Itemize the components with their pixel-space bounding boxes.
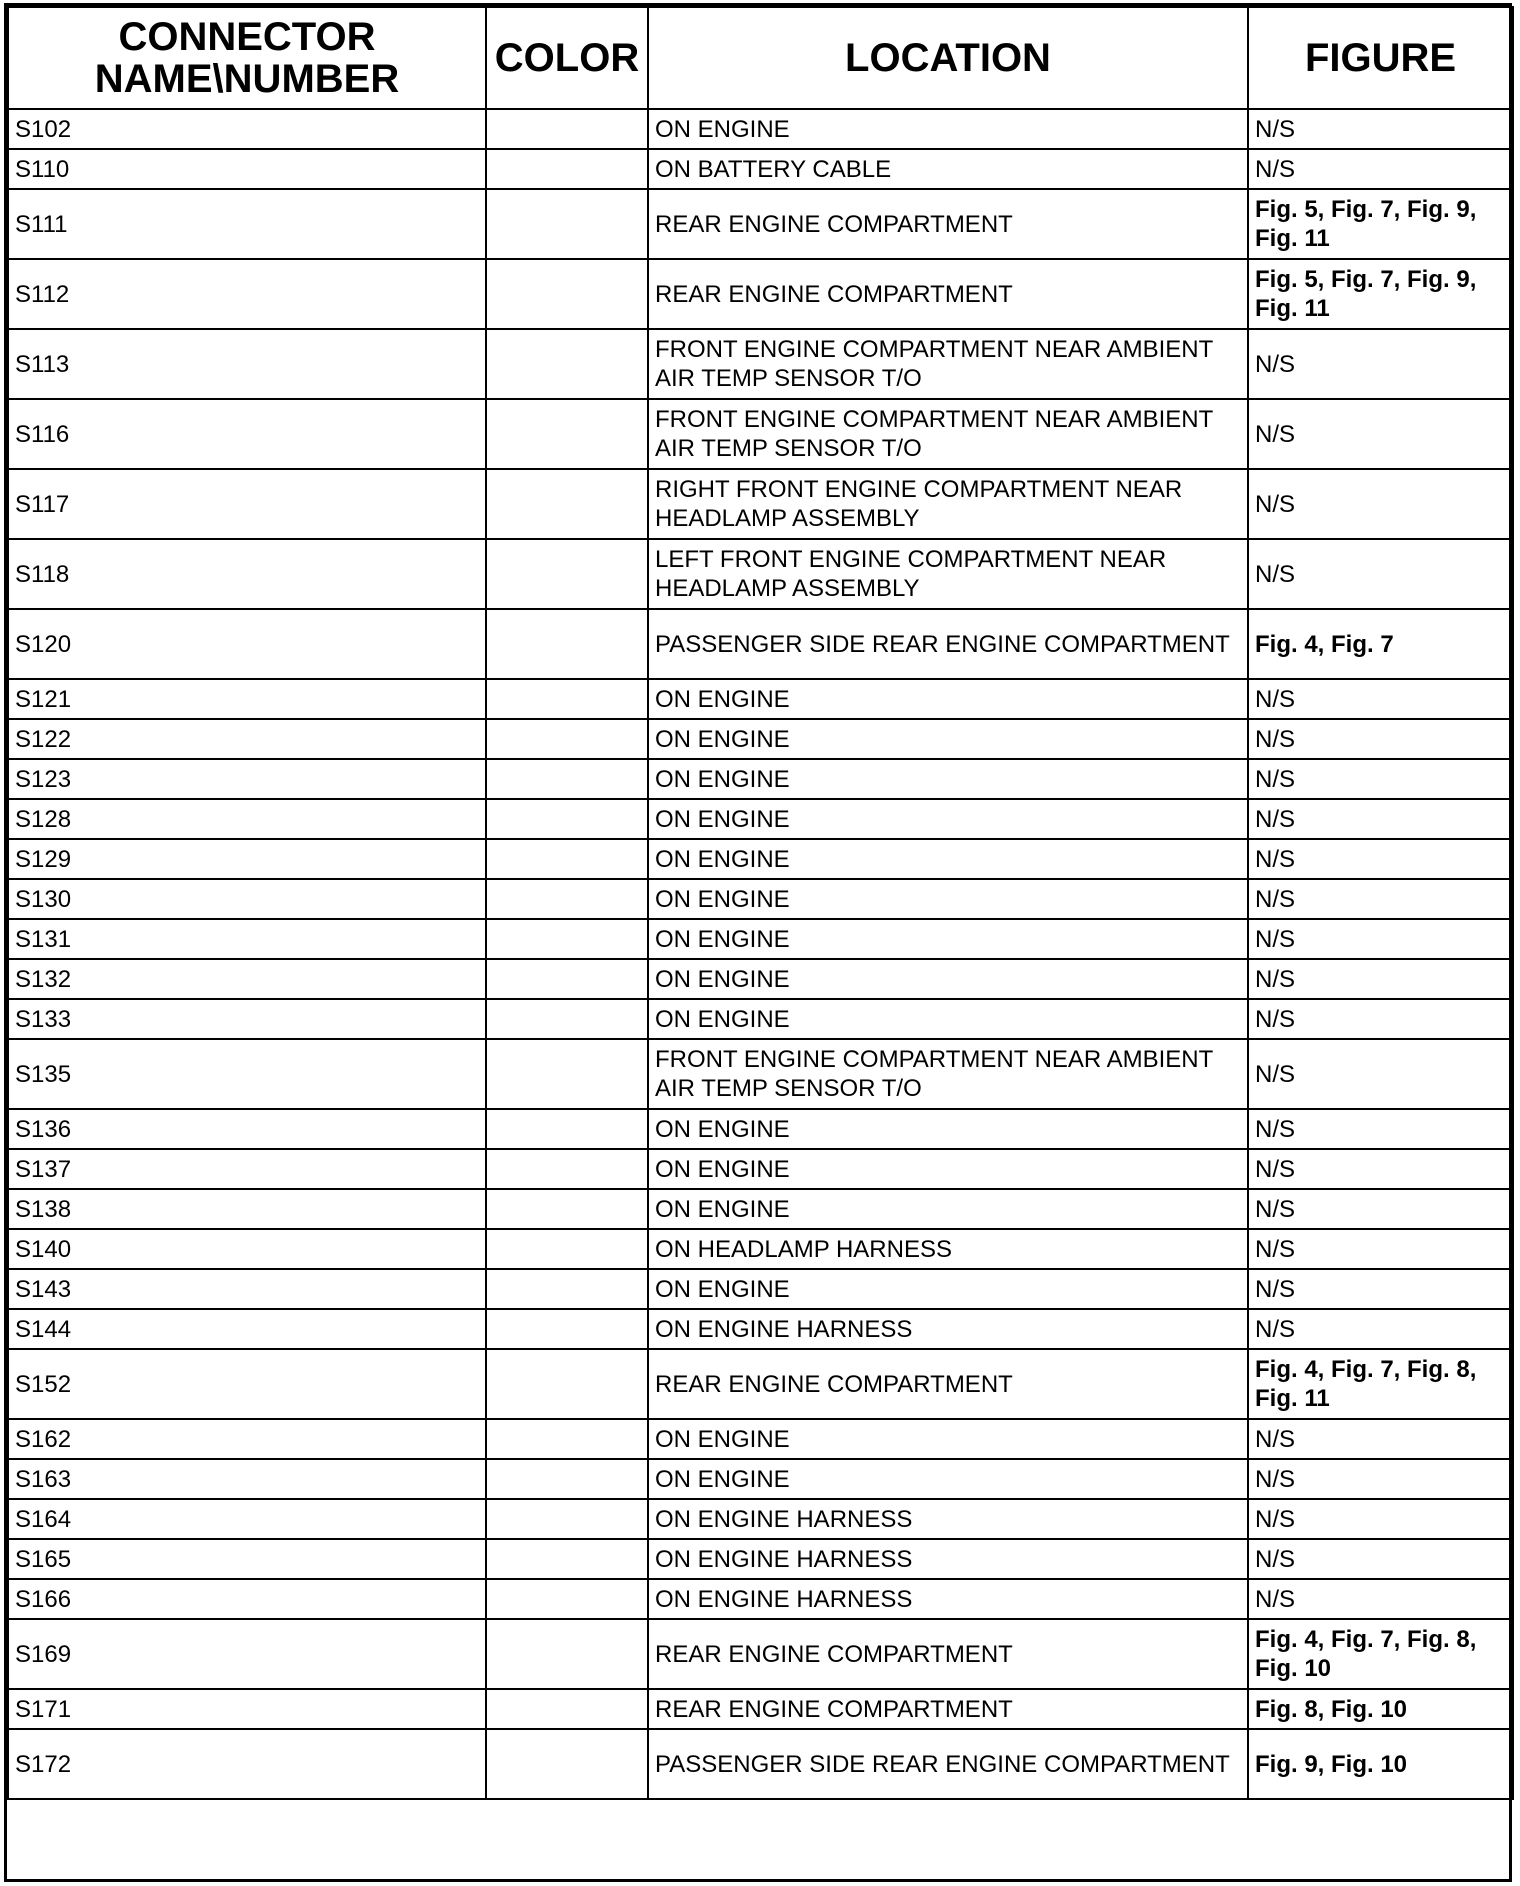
connector-name-cell: S121 [8,679,486,719]
color-cell [486,399,648,469]
table-row [8,609,1513,679]
color-cell [486,1689,648,1729]
table-row [8,1229,1513,1269]
location-cell: ON ENGINE [648,879,1248,919]
location-cell: REAR ENGINE COMPARTMENT [648,1349,1248,1419]
color-cell [486,1269,648,1309]
table-row [8,1189,1513,1229]
connector-name-cell: S123 [8,759,486,799]
table-row [8,799,1513,839]
connector-name-cell: S162 [8,1419,486,1459]
location-cell: ON ENGINE [648,919,1248,959]
table-row [8,999,1513,1039]
table-row [8,1149,1513,1189]
header-name-line1: CONNECTOR [118,15,376,59]
location-cell: ON ENGINE [648,959,1248,999]
figure-cell: N/S [1248,839,1513,879]
location-cell: ON ENGINE [648,799,1248,839]
figure-cell: N/S [1248,1269,1513,1309]
connector-name-cell: S136 [8,1109,486,1149]
connector-name-cell: S164 [8,1499,486,1539]
figure-cell: Fig. 8, Fig. 10 [1248,1689,1513,1729]
figure-cell: Fig. 4, Fig. 7, Fig. 8, Fig. 10 [1248,1619,1513,1689]
table-row [8,1619,1513,1689]
connector-name-cell: S172 [8,1729,486,1799]
table-row [8,1539,1513,1579]
color-cell [486,149,648,189]
figure-cell: N/S [1248,1539,1513,1579]
color-cell [486,1579,648,1619]
location-cell: PASSENGER SIDE REAR ENGINE COMPARTMENT [648,609,1248,679]
location-cell: ON ENGINE [648,1419,1248,1459]
connector-name-cell: S128 [8,799,486,839]
figure-cell: N/S [1248,1149,1513,1189]
color-cell [486,1189,648,1229]
table-row [8,839,1513,879]
color-cell [486,799,648,839]
connector-name-cell: S135 [8,1039,486,1109]
location-cell: PASSENGER SIDE REAR ENGINE COMPARTMENT [648,1729,1248,1799]
location-cell: ON ENGINE [648,109,1248,149]
connector-name-cell: S120 [8,609,486,679]
color-cell [486,1419,648,1459]
location-cell: ON HEADLAMP HARNESS [648,1229,1248,1269]
location-cell: FRONT ENGINE COMPARTMENT NEAR AMBIENT AIR TEMP SENSOR T/O [648,329,1248,399]
table-row [8,539,1513,609]
table-row [8,1349,1513,1419]
figure-cell: N/S [1248,1189,1513,1229]
connector-name-cell: S144 [8,1309,486,1349]
color-cell [486,1309,648,1349]
location-cell: ON ENGINE [648,679,1248,719]
color-cell [486,1499,648,1539]
color-cell [486,329,648,399]
color-cell [486,719,648,759]
location-cell: REAR ENGINE COMPARTMENT [648,259,1248,329]
color-cell [486,609,648,679]
figure-cell: N/S [1248,999,1513,1039]
figure-cell: N/S [1248,1419,1513,1459]
connector-name-cell: S131 [8,919,486,959]
color-cell [486,1459,648,1499]
figure-cell: N/S [1248,1459,1513,1499]
figure-cell: N/S [1248,679,1513,719]
table-body [8,109,1513,1799]
connector-name-cell: S130 [8,879,486,919]
location-cell: ON ENGINE [648,839,1248,879]
color-cell [486,1109,648,1149]
location-cell: ON ENGINE [648,999,1248,1039]
table-row [8,919,1513,959]
figure-cell: N/S [1248,399,1513,469]
figure-cell: Fig. 9, Fig. 10 [1248,1729,1513,1799]
location-cell: REAR ENGINE COMPARTMENT [648,1689,1248,1729]
location-cell: ON ENGINE HARNESS [648,1539,1248,1579]
connector-name-cell: S132 [8,959,486,999]
location-cell: LEFT FRONT ENGINE COMPARTMENT NEAR HEADLAMP ASSEMBLY [648,539,1248,609]
location-cell: FRONT ENGINE COMPARTMENT NEAR AMBIENT AIR TEMP SENSOR T/O [648,399,1248,469]
figure-cell: Fig. 5, Fig. 7, Fig. 9, Fig. 11 [1248,259,1513,329]
location-cell: ON ENGINE [648,1109,1248,1149]
connector-name-cell: S116 [8,399,486,469]
connector-name-cell: S110 [8,149,486,189]
location-cell: ON ENGINE [648,719,1248,759]
table-row [8,329,1513,399]
location-cell: REAR ENGINE COMPARTMENT [648,189,1248,259]
connector-name-cell: S137 [8,1149,486,1189]
table-row [8,1419,1513,1459]
location-cell: FRONT ENGINE COMPARTMENT NEAR AMBIENT AIR TEMP SENSOR T/O [648,1039,1248,1109]
connector-name-cell: S165 [8,1539,486,1579]
table-row [8,189,1513,259]
location-cell: RIGHT FRONT ENGINE COMPARTMENT NEAR HEADLAMP ASSEMBLY [648,469,1248,539]
table-row [8,469,1513,539]
table-row [8,1269,1513,1309]
figure-cell: N/S [1248,1309,1513,1349]
figure-cell: N/S [1248,1109,1513,1149]
color-cell [486,1619,648,1689]
color-cell [486,839,648,879]
connector-name-cell: S111 [8,189,486,259]
connector-name-cell: S152 [8,1349,486,1419]
table-row [8,759,1513,799]
header-connector-name [8,7,486,109]
figure-cell: N/S [1248,149,1513,189]
color-cell [486,1039,648,1109]
location-cell: ON ENGINE HARNESS [648,1309,1248,1349]
location-cell: ON ENGINE [648,1149,1248,1189]
table-row [8,1039,1513,1109]
color-cell [486,919,648,959]
table-row [8,259,1513,329]
connector-name-cell: S166 [8,1579,486,1619]
location-cell: ON ENGINE [648,1459,1248,1499]
figure-cell: N/S [1248,1039,1513,1109]
figure-cell: N/S [1248,959,1513,999]
connector-name-cell: S163 [8,1459,486,1499]
color-cell [486,1539,648,1579]
color-cell [486,679,648,719]
connector-name-cell: S129 [8,839,486,879]
connector-table [7,6,1514,1800]
connector-name-cell: S112 [8,259,486,329]
header-name-line2: NAME\NUMBER [94,57,400,101]
location-cell: ON ENGINE [648,1269,1248,1309]
table-row [8,1459,1513,1499]
connector-name-cell: S143 [8,1269,486,1309]
table-row [8,879,1513,919]
figure-cell: N/S [1248,799,1513,839]
figure-cell: Fig. 4, Fig. 7 [1248,609,1513,679]
connector-name-cell: S138 [8,1189,486,1229]
header-color: COLOR [486,7,648,109]
table-row [8,149,1513,189]
table-row [8,399,1513,469]
table-row [8,109,1513,149]
color-cell [486,1149,648,1189]
figure-cell: N/S [1248,1229,1513,1269]
connector-name-cell: S113 [8,329,486,399]
color-cell [486,1349,648,1419]
header-figure: FIGURE [1248,7,1513,109]
connector-name-cell: S133 [8,999,486,1039]
figure-cell: N/S [1248,919,1513,959]
figure-cell: Fig. 4, Fig. 7, Fig. 8, Fig. 11 [1248,1349,1513,1419]
table-row [8,719,1513,759]
color-cell [486,189,648,259]
figure-cell: N/S [1248,719,1513,759]
figure-cell: Fig. 5, Fig. 7, Fig. 9, Fig. 11 [1248,189,1513,259]
color-cell [486,999,648,1039]
location-cell: ON BATTERY CABLE [648,149,1248,189]
color-cell [486,759,648,799]
figure-cell: N/S [1248,109,1513,149]
table-row [8,1729,1513,1799]
table-row [8,959,1513,999]
table-row [8,1579,1513,1619]
figure-cell: N/S [1248,1499,1513,1539]
color-cell [486,1729,648,1799]
connector-name-cell: S169 [8,1619,486,1689]
color-cell [486,539,648,609]
color-cell [486,109,648,149]
color-cell [486,259,648,329]
location-cell: ON ENGINE [648,1189,1248,1229]
color-cell [486,879,648,919]
location-cell: REAR ENGINE COMPARTMENT [648,1619,1248,1689]
header-location: LOCATION [648,7,1248,109]
table-row [8,679,1513,719]
connector-name-cell: S117 [8,469,486,539]
figure-cell: N/S [1248,329,1513,399]
location-cell: ON ENGINE HARNESS [648,1579,1248,1619]
figure-cell: N/S [1248,879,1513,919]
location-cell: ON ENGINE [648,759,1248,799]
color-cell [486,1229,648,1269]
figure-cell: N/S [1248,759,1513,799]
figure-cell: N/S [1248,469,1513,539]
connector-name-cell: S122 [8,719,486,759]
table-row [8,1309,1513,1349]
connector-name-cell: S140 [8,1229,486,1269]
table-row [8,1109,1513,1149]
table-row [8,1499,1513,1539]
table-row [8,1689,1513,1729]
color-cell [486,469,648,539]
figure-cell: N/S [1248,539,1513,609]
figure-cell: N/S [1248,1579,1513,1619]
color-cell [486,959,648,999]
connector-name-cell: S102 [8,109,486,149]
connector-name-cell: S171 [8,1689,486,1729]
connector-name-cell: S118 [8,539,486,609]
header-row [8,7,1513,109]
location-cell: ON ENGINE HARNESS [648,1499,1248,1539]
